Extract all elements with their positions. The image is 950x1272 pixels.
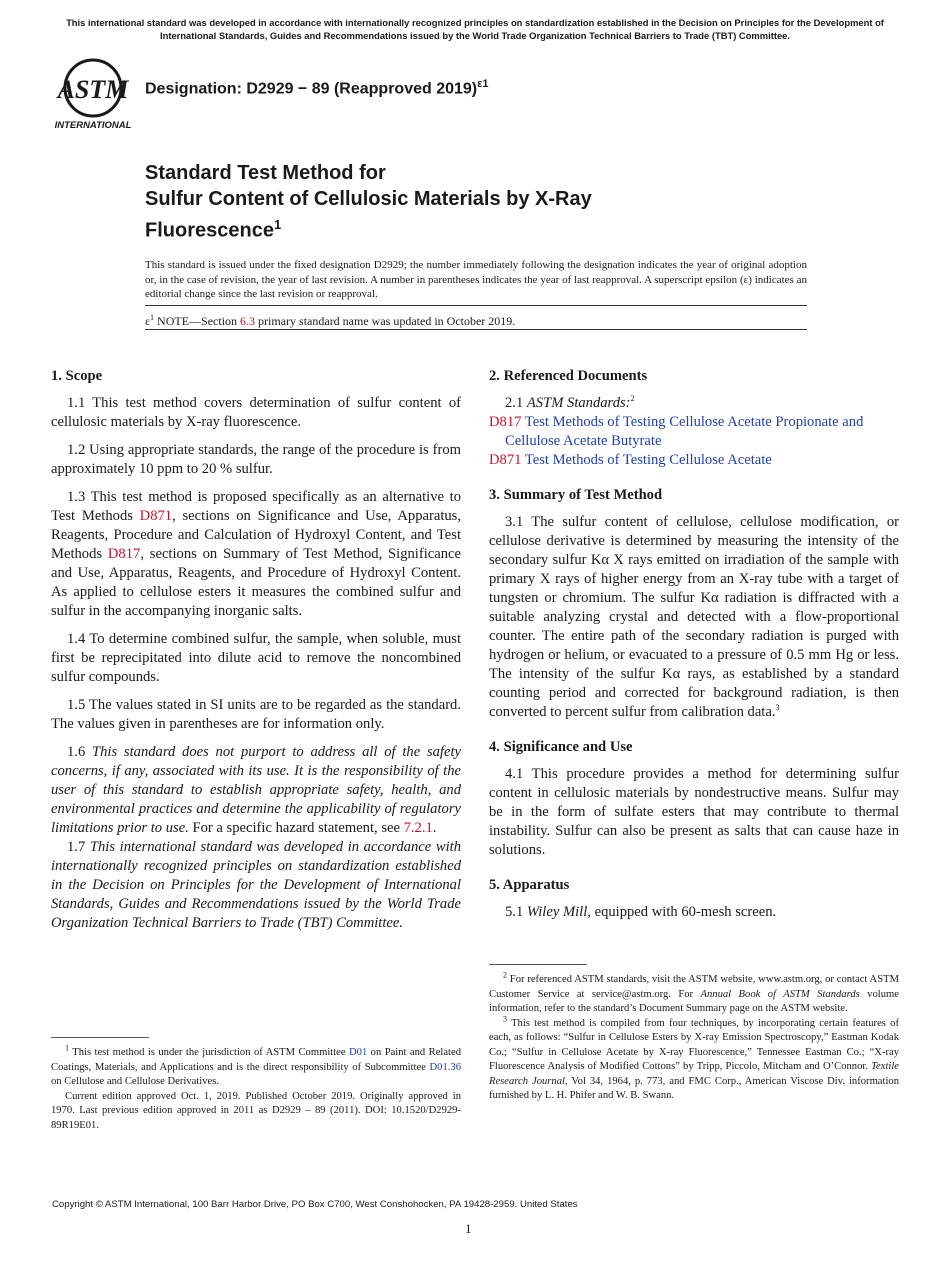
significance-p1: 4.1 This procedure provides a method for determining sulfur content in cellulosic materials by nondestructive means. Sulfur may be in the form of sulfate esters that may contribute to thermal instability. Sulfur can also be present as salts that can cause haze in solutions. [489,766,899,858]
referenced-heading: 2. Referenced Documents [489,368,648,384]
designation [145,78,488,98]
footnote-rule-right [489,964,587,965]
enote-link[interactable]: 6.3 [240,314,256,328]
referenced-sub [489,394,899,413]
fn2-italic: Annual Book of ASTM Standards [700,988,860,1000]
link-d871[interactable]: D871 [139,508,173,524]
enote-post: primary standard name was updated in October 2019. [255,314,516,328]
page-number: 1 [465,1221,472,1236]
title-line1: Standard Test Method for [145,162,386,184]
scope-p7-num: 1.7 [67,839,90,855]
footnote1-p2: Current edition approved Oct. 1, 2019. Published October 2019. Originally approved in 1970. Last previous edition approved in 2011 as D2929 – 89 (2011). DOI: 10.1520/D2929-89R19E01. [51,1090,461,1131]
referenced-sub-italic: ASTM Standards: [526,395,631,411]
apparatus-rest: equipped with 60-mesh screen. [590,904,777,920]
enote-pre: NOTE—Section [154,314,241,328]
designation-text: Designation: D2929 − 89 (Reapproved 2019) [145,80,478,98]
title-sup: 1 [273,217,282,232]
divider-top [145,305,807,306]
astm-logo [52,56,134,132]
scope-p6 [51,743,461,838]
fn1-b: on Paint and Related Coatings, Materials, and Applications and is the direct responsibility of Subcommittee [51,1047,461,1073]
link-d817[interactable]: D817 [107,546,141,562]
scope-p1: 1.1 This test method covers determination of sulfur content of cellulosic materials by X-ray fluorescence. [51,395,461,430]
scope-p3 [51,488,461,621]
fn3-italic: Textile Research Journal [489,1061,899,1087]
summary-p1-text: 3.1 The sulfur content of cellulose, cellulose modification, or cellulose derivative is determined by measuring the intensity of the secondary sulfur Kα X rays emitted on irradiation of the sample with primary X rays of higher energy from an X-ray tube with a target of tungsten or chromium. The sulfur Kα radiation is diffracted with a suitable analyzing crystal and detected with a flow-proportional counter. The entire path of the secondary radiation is purged with hydrogen or helium, or evacuated to a pressure of 0.5 mm Hg or less. The intensity of the sulfur Kα rays, as established by a standard counting period and corrected for background radiation, is then converted to percent sulfur from calibration data. [489,514,899,720]
fn1-sup: 1 [65,1043,69,1053]
scope-p7 [51,838,461,933]
copyright: Copyright © ASTM International, 100 Barr Harbor Drive, PO Box C700, West Conshohocken, PA 19428-2959. United States [52,1199,578,1210]
scope-p3-c: , sections on Summary of Test Method, Significance and Use, Apparatus, Reagents, and Procedure of Hydroxyl Content. As applied to cellulose esters it measures the combined sulfur and sulfur in the accompanying inorganic salts. [51,546,461,619]
summary-p1 [489,513,899,722]
link-7-2-1[interactable]: 7.2.1 [403,820,433,836]
ref-d871-title[interactable]: Test Methods of Testing Cellulose Acetate [521,452,772,468]
ref-d817-title[interactable]: Test Methods of Testing Cellulose Acetate Propionate and Cellulose Acetate Butyrate [505,414,864,449]
scope-p4: 1.4 To determine combined sulfur, the sample, when soluble, must first be reprecipitated into dilute acid to remove the noncombined sulfur compounds. [51,631,461,685]
scope-p7-italic: This international standard was developed in accordance with internationally recognized principles on standardization established in the Decision on Principles for the Development of International Standards, Guides and Recommendations issued by the World Trade Organization Technical Barriers to Trade (TBT) Committee. [51,839,462,931]
logo-letters: ASTM [57,75,129,104]
summary-heading: 3. Summary of Test Method [489,487,663,503]
apparatus-italic: Wiley Mill, [526,904,591,920]
link-d01[interactable]: D01 [349,1047,368,1058]
fn2-a: For referenced ASTM standards, visit the ASTM website, www.astm.org, or contact ASTM Customer Service at service@astm.org. For [489,974,899,1000]
fn1-a: This test method is under the jurisdiction of ASTM Committee [69,1047,349,1058]
title-line2: Sulfur Content of Cellulosic Materials by X-Ray [145,188,592,210]
fn3-sup: 3 [503,1013,507,1023]
footnote-1 [51,1043,461,1133]
top-note: This international standard was developed in accordance with internationally recognized principles on standardization established in the Decision on Principles for the Development of International Standards, Guides and Recommendations issued by the World Trade Organization Technical Barriers to Trade (TBT) Committee. [66,17,884,41]
footnote-rule-left [51,1037,149,1038]
ref-d871-code[interactable]: D871 [489,452,522,468]
ref-d817[interactable] [489,413,899,451]
footnote-3 [489,1013,899,1104]
logo-text: INTERNATIONAL [54,120,132,131]
issued-note: This standard is issued under the fixed designation D2929; the number immediately following the designation indicates the year of original adoption or, in the case of revision, the year of last revision. A number in parentheses indicates the year of last reapproval. A superscript epsilon (ε) indicates an editorial change since the last revision or reapproval. [145,259,807,301]
scope-p6-tail: For a specific hazard statement, see [188,820,404,836]
scope-p5: 1.5 The values stated in SI units are to be regarded as the standard. The values given in parentheses are for information only. [51,697,461,732]
scope-p6-end: . [432,820,437,836]
right-column [489,367,899,931]
fn3-a: This test method is compiled from four techniques, by incorporating certain features of each, as follows: “Sulfur in Cellulose Esters by X-ray Emission Spectroscopy,” Eastman Kodak Co.; “Sulfur in Cellulose Acetate by X-ray Fluorescence,” Tennessee Eastman Co.; “X-ray Fluorescence Analysis of Modified Cottons” by Tripp, Piccolo, Mitcham and O’Connor. [489,1017,899,1072]
editorial-note [145,313,515,329]
scope-p2: 1.2 Using appropriate standards, the range of the procedure is from approximately 10 ppm to 20 % sulfur. [51,442,461,477]
apparatus-heading: 5. Apparatus [489,877,570,893]
referenced-sub-num: 2.1 [505,395,527,411]
summary-p1-sup: 3 [775,703,780,713]
scope-heading: 1. Scope [51,368,103,384]
fn2-sup: 2 [503,970,507,980]
scope-p3-b: , sections on Significance and Use, Apparatus, Reagents, Procedure and Calculation of Hydroxyl Content, and Test Methods [51,508,461,562]
page-title [145,160,592,244]
scope-p6-italic: This standard does not purport to address all of the safety concerns, if any, associated with its use. It is the responsibility of the user of this standard to establish appropriate safety, health, and environmental practices and determine the applicability of regulatory limitations prior to use. [51,744,461,836]
enote-eps: ε [145,314,151,328]
footnote1-p1 [51,1043,461,1090]
fn1-c: on Cellulose and Cellulose Derivatives. [51,1076,219,1087]
ref-d871[interactable] [489,451,899,470]
fn3-b: , Vol 34, 1964, p. 773, and FMC Corp., American Viscose Div. information furnished by L. H. Phifer and W. B. Swann. [489,1075,899,1101]
scope-p6-num: 1.6 [67,744,93,760]
significance-heading: 4. Significance and Use [489,739,633,755]
referenced-sub-sup: 2 [630,394,635,404]
title-line3: Fluorescence [145,219,274,242]
left-column [51,367,461,942]
divider-bottom [145,329,807,330]
scope-p3-a: 1.3 This test method is proposed specifically as an alternative to Test Methods [51,489,461,524]
enote-sup: 1 [150,313,155,322]
apparatus-num: 5.1 [505,904,527,920]
designation-sup: ε1 [477,78,489,90]
footnote-2 [489,970,899,1017]
ref-d817-code[interactable]: D817 [489,414,522,430]
apparatus-p1 [489,903,899,922]
link-d01-36[interactable]: D01.36 [429,1061,461,1073]
fn2-b: volume information, refer to the standard’s Document Summary page on the ASTM website. [489,988,899,1014]
footnotes-right [489,970,899,1104]
